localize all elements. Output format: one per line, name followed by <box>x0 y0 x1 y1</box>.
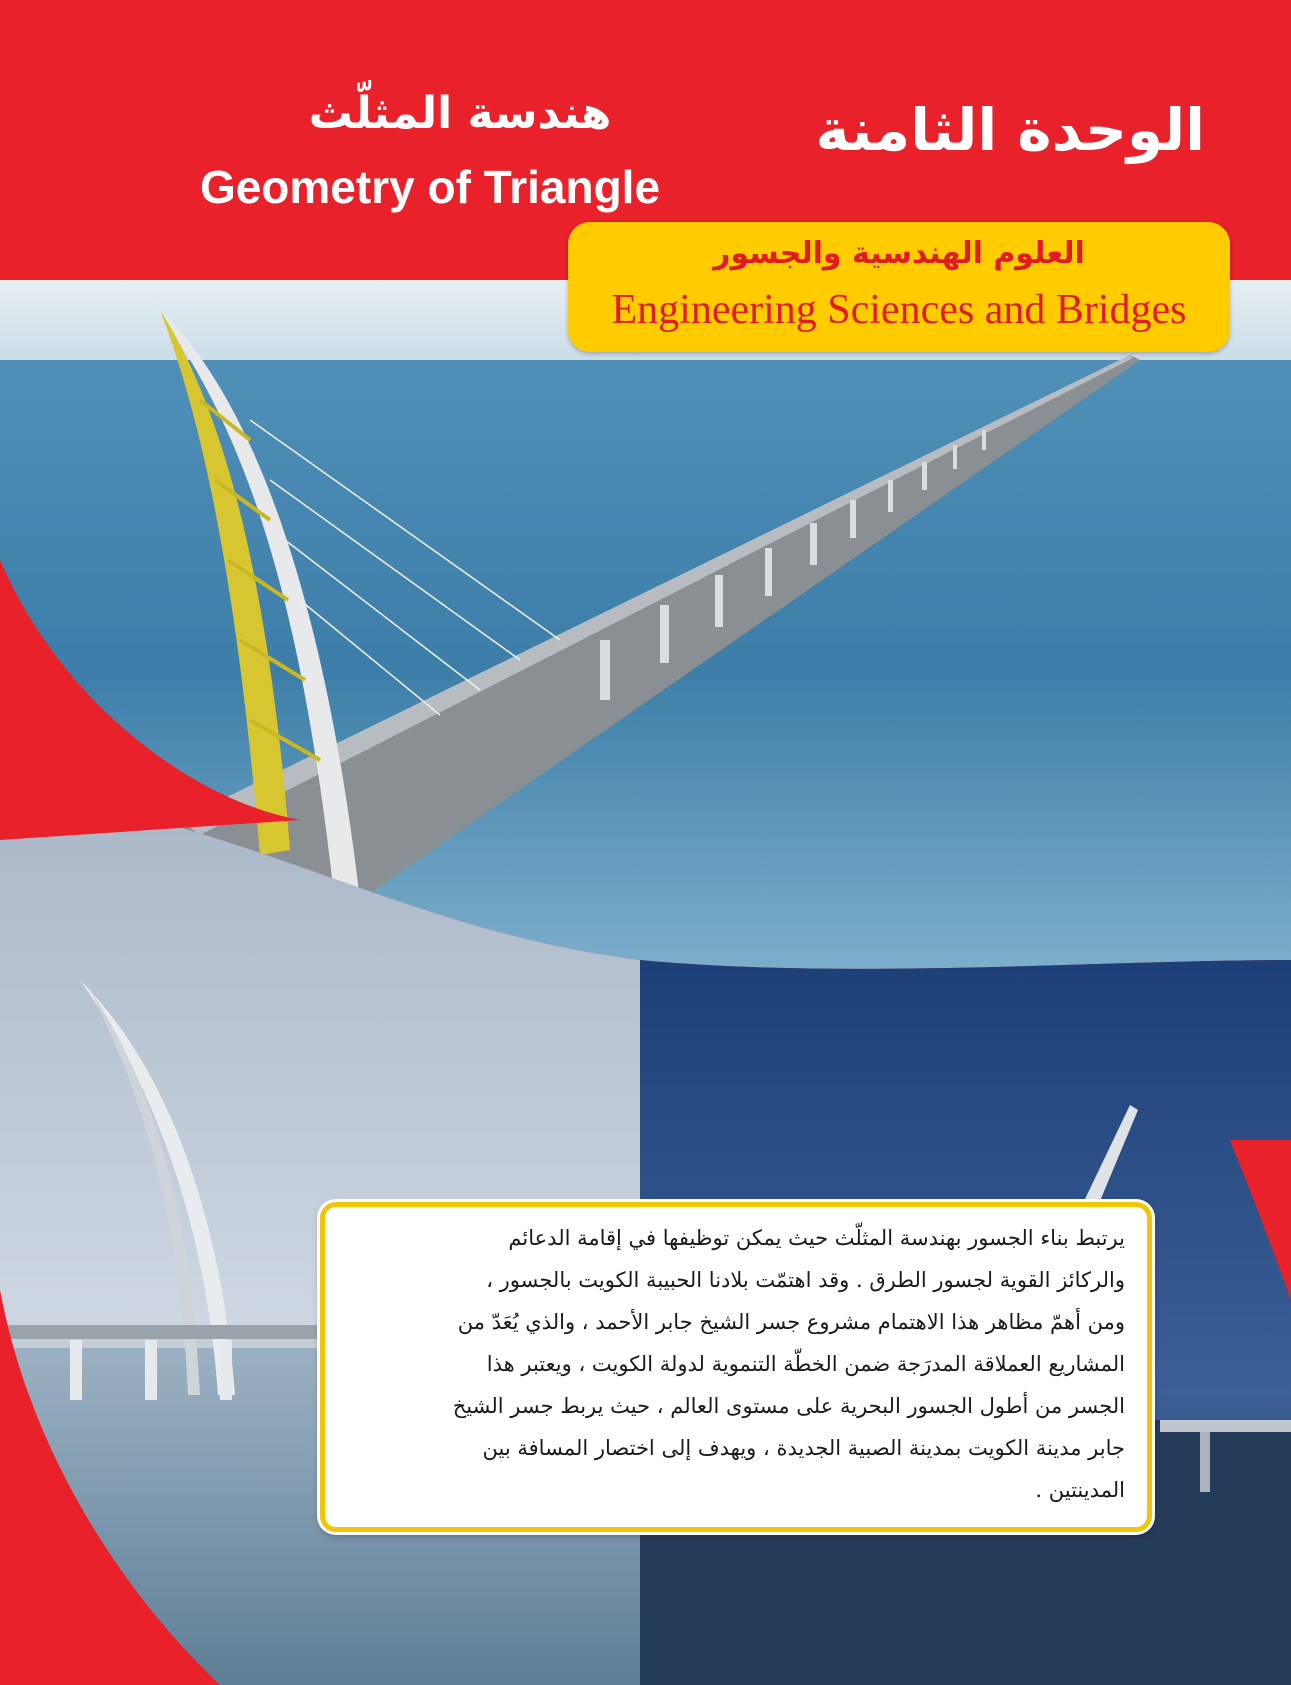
subtitle-box <box>568 222 1230 352</box>
body-text-box <box>320 1202 1152 1532</box>
body-line: جابر مدينة الكويت بمدينة الصبية الجديدة ، ويهدف إلى اختصار المسافة بين <box>482 1436 1125 1460</box>
body-line: ومن أهمّ مظاهر هذا الاهتمام مشروع جسر الشيخ جابر الأحمد ، والذي يُعَدّ من <box>457 1310 1125 1334</box>
body-line: المدينتين . <box>1035 1478 1125 1502</box>
body-line: يرتبط بناء الجسور بهندسة المثلّث حيث يمكن توظيفها في إقامة الدعائم <box>508 1226 1125 1250</box>
subtitle-arabic: العلوم الهندسية والجسور <box>713 236 1085 271</box>
topic-title-english: Geometry of Triangle <box>199 161 661 213</box>
body-line: والركائز القوية لجسور الطرق . وقد اهتمّت بلادنا الحبيبة الكويت بالجسور ، <box>486 1268 1125 1292</box>
topic-title-arabic: هندسة المثلّث <box>308 88 612 139</box>
unit-title: الوحدة الثامنة <box>815 96 1205 164</box>
subtitle-english: Engineering Sciences and Bridges <box>611 287 1187 333</box>
body-line: المشاريع العملاقة المدرَجة ضمن الخطّة التنموية لدولة الكويت ، ويعتبر هذا <box>486 1352 1125 1376</box>
body-line: الجسر من أطول الجسور البحرية على مستوى العالم ، حيث يربط جسر الشيخ <box>452 1394 1125 1418</box>
body-paragraph <box>343 1217 1125 1511</box>
